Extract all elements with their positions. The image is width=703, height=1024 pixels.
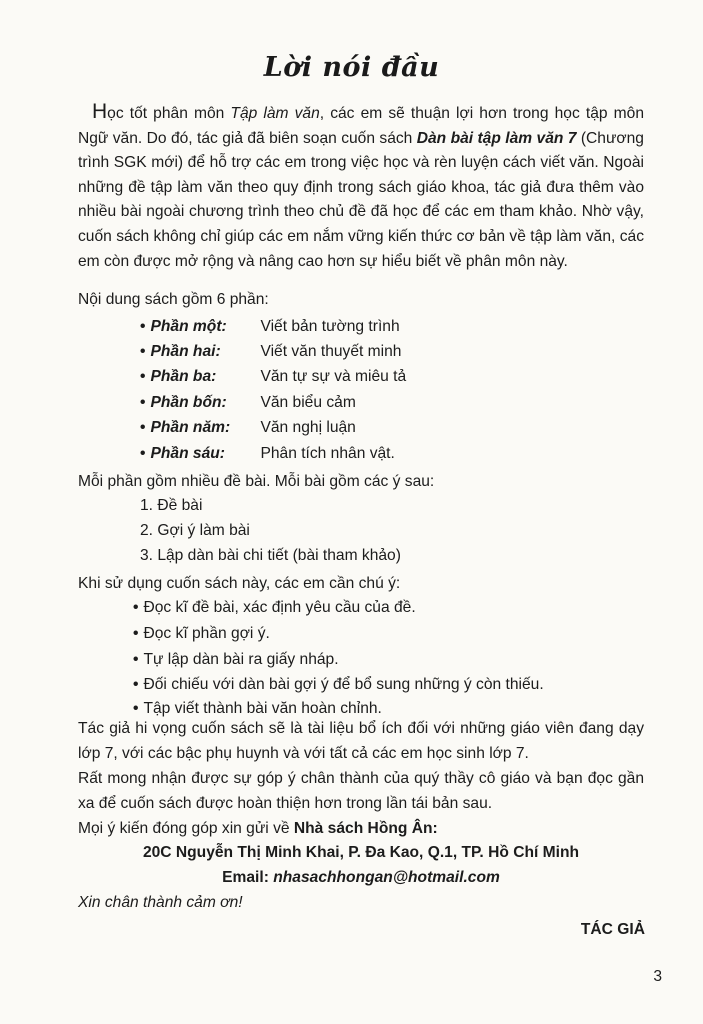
structure-intro: Mỗi phần gồm nhiều đề bài. Mỗi bài gồm các ý sau: — [78, 473, 435, 490]
bullet-icon: • — [140, 394, 146, 411]
intro-first-letter: H — [92, 100, 108, 123]
intro-text-2: , các em sẽ thuận lợi hơn trong học tập môn Ngữ văn. Do đó, tác giả đã biên soạn cuốn sách — [78, 105, 644, 147]
part-text: Phân tích nhân vật. — [260, 445, 395, 462]
note-text: Tự lập dàn bài ra giấy nháp. — [143, 651, 339, 668]
part-item — [140, 343, 401, 361]
part-label: Phần ba: — [150, 368, 217, 385]
author-signature: TÁC GIẢ — [580, 921, 645, 938]
publisher-email — [78, 869, 644, 887]
bullet-icon: • — [133, 625, 139, 642]
notes-intro: Khi sử dụng cuốn sách này, các em cần chú ý: — [78, 575, 401, 592]
note-text: Tập viết thành bài văn hoàn chỉnh. — [143, 700, 382, 717]
part-item — [140, 419, 356, 437]
contents-intro: Nội dung sách gồm 6 phần: — [78, 291, 269, 308]
intro-text-1: ọc tốt phân môn — [107, 105, 231, 122]
part-text: Viết bản tường trình — [260, 318, 400, 335]
structure-item: 3. Lập dàn bài chi tiết (bài tham khảo) — [140, 547, 401, 564]
part-text: Văn biểu cảm — [260, 394, 356, 411]
bullet-icon: • — [140, 419, 146, 436]
note-item — [133, 700, 382, 718]
hope-paragraph: Tác giả hi vọng cuốn sách sẽ là tài liệu bổ ích đối với những giáo viên đang dạy lớp 7, với các bậc phụ huynh và với tất cả các em học sinh lớp 7. — [78, 720, 644, 762]
page-title: Lời nói đầu — [263, 52, 440, 83]
bullet-icon: • — [133, 700, 139, 717]
request-paragraph: Rất mong nhận được sự góp ý chân thành của quý thầy cô giáo và bạn đọc gần xa để cuốn sách được hoàn thiện hơn trong lần tái bản sau. — [78, 770, 644, 812]
note-text: Đọc kĩ phần gợi ý. — [143, 625, 270, 642]
part-text: Văn tự sự và miêu tả — [260, 368, 407, 385]
page-number: 3 — [653, 968, 662, 985]
structure-item: 1. Đề bài — [140, 497, 203, 514]
email-label: Email: — [222, 869, 274, 886]
part-label: Phần hai: — [150, 343, 221, 360]
intro-subject: Tập làm văn — [230, 105, 320, 122]
publisher-name: Nhà sách Hồng Ân: — [293, 820, 438, 837]
email-value: nhasachhongan@hotmail.com — [273, 869, 500, 886]
bullet-icon: • — [140, 318, 146, 335]
note-item — [133, 599, 416, 617]
publisher-address: 20C Nguyễn Thị Minh Khai, P. Đa Kao, Q.1, TP. Hồ Chí Minh — [142, 844, 580, 861]
note-item — [133, 676, 544, 694]
part-item — [140, 368, 406, 386]
structure-item: 2. Gợi ý làm bài — [140, 522, 250, 539]
note-text: Đọc kĩ đề bài, xác định yêu cầu của đề. — [143, 599, 416, 616]
part-label: Phần một: — [150, 318, 227, 335]
part-label: Phần bốn: — [150, 394, 227, 411]
intro-paragraph — [78, 100, 644, 274]
part-item — [140, 318, 400, 336]
intro-text-3: (Chương trình SGK mới) để hỗ trợ các em trong việc học và rèn luyện cách viết văn. Ngoài những đề tập làm văn theo quy định trong sách giáo khoa, tác giả đưa thêm vào nhiều bài ngoài chương trình theo chủ đề đã học để các em tham khảo. Nhờ vậy, cuốn sách không chỉ giúp các em nắm vững kiến thức cơ bản về tập làm văn, các em còn được mở rộng và nâng cao hơn sự hiểu biết về phân môn này. — [78, 129, 644, 270]
part-item — [140, 445, 395, 463]
bullet-icon: • — [140, 368, 146, 385]
thanks-line: Xin chân thành cảm ơn! — [78, 894, 243, 911]
note-item — [133, 625, 270, 643]
bullet-icon: • — [133, 651, 139, 668]
contact-line — [78, 817, 438, 841]
part-label: Phần năm: — [150, 419, 231, 436]
bullet-icon: • — [140, 445, 146, 462]
part-text: Văn nghị luận — [260, 419, 356, 436]
part-text: Viết văn thuyết minh — [260, 343, 402, 360]
part-label: Phần sáu: — [150, 445, 225, 462]
note-text: Đối chiếu với dàn bài gợi ý để bổ sung những ý còn thiếu. — [143, 676, 544, 693]
part-item — [140, 394, 356, 412]
bullet-icon: • — [133, 599, 139, 616]
contact-intro: Mọi ý kiến đóng góp xin gửi về — [78, 820, 294, 837]
note-item — [133, 651, 339, 669]
bullet-icon: • — [140, 343, 146, 360]
intro-book-title: Dàn bài tập làm văn 7 — [416, 129, 577, 147]
bullet-icon: • — [133, 676, 139, 693]
